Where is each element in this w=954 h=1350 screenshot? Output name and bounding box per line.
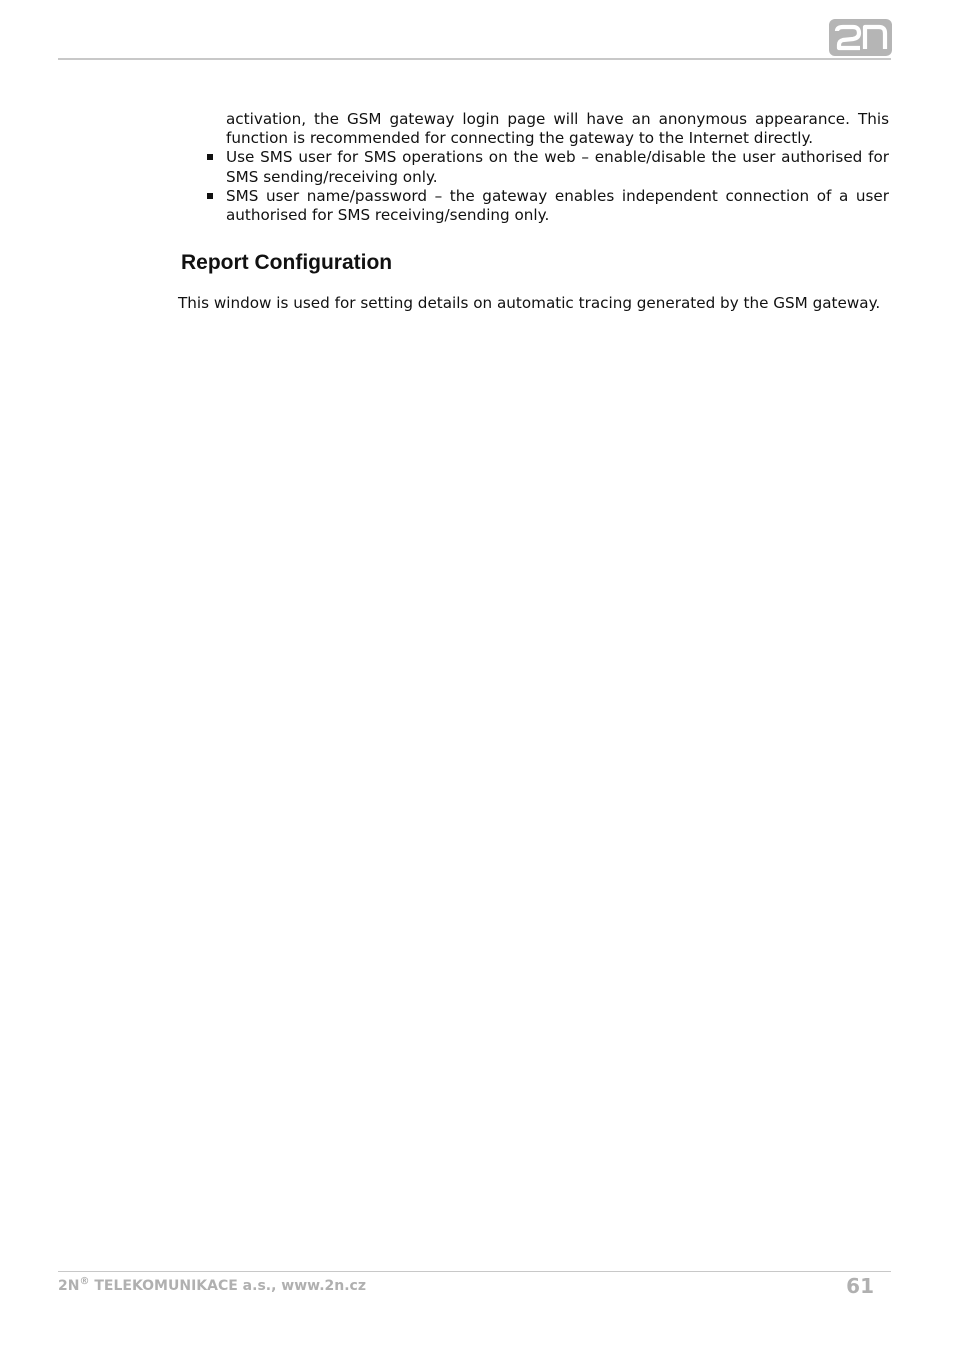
section-heading: Report Configuration bbox=[181, 251, 393, 275]
page-content bbox=[178, 110, 889, 313]
footer-company-name: TELEKOMUNIKACE a.s., www.2n.cz bbox=[89, 1278, 366, 1294]
bullet-text: SMS user name/password – the gateway enables independent connection of a user authorised for SMS receiving/sending only. bbox=[226, 186, 889, 225]
section-paragraph: This window is used for setting details on automatic tracing generated by the GSM gateway. bbox=[178, 294, 881, 313]
footer-brand: 2N bbox=[58, 1278, 80, 1294]
list-item bbox=[178, 187, 889, 225]
registered-mark: ® bbox=[79, 1276, 90, 1287]
page-number: 61 bbox=[846, 1274, 874, 1298]
bullet-text: Use SMS user for SMS operations on the web – enable/disable the user authorised for SMS sending/receiving only. bbox=[226, 148, 889, 186]
square-bullet-icon bbox=[207, 154, 213, 160]
bullet-list bbox=[178, 148, 889, 225]
continuation-paragraph: activation, the GSM gateway login page will have an anonymous appearance. This function is recommended for connecting the gateway to the Internet directly. bbox=[226, 110, 889, 148]
square-bullet-icon bbox=[207, 193, 213, 199]
footer-rule bbox=[58, 1271, 891, 1272]
2n-logo bbox=[829, 19, 892, 56]
footer-company bbox=[58, 1278, 366, 1294]
list-item bbox=[178, 148, 889, 186]
header-rule bbox=[58, 58, 891, 60]
